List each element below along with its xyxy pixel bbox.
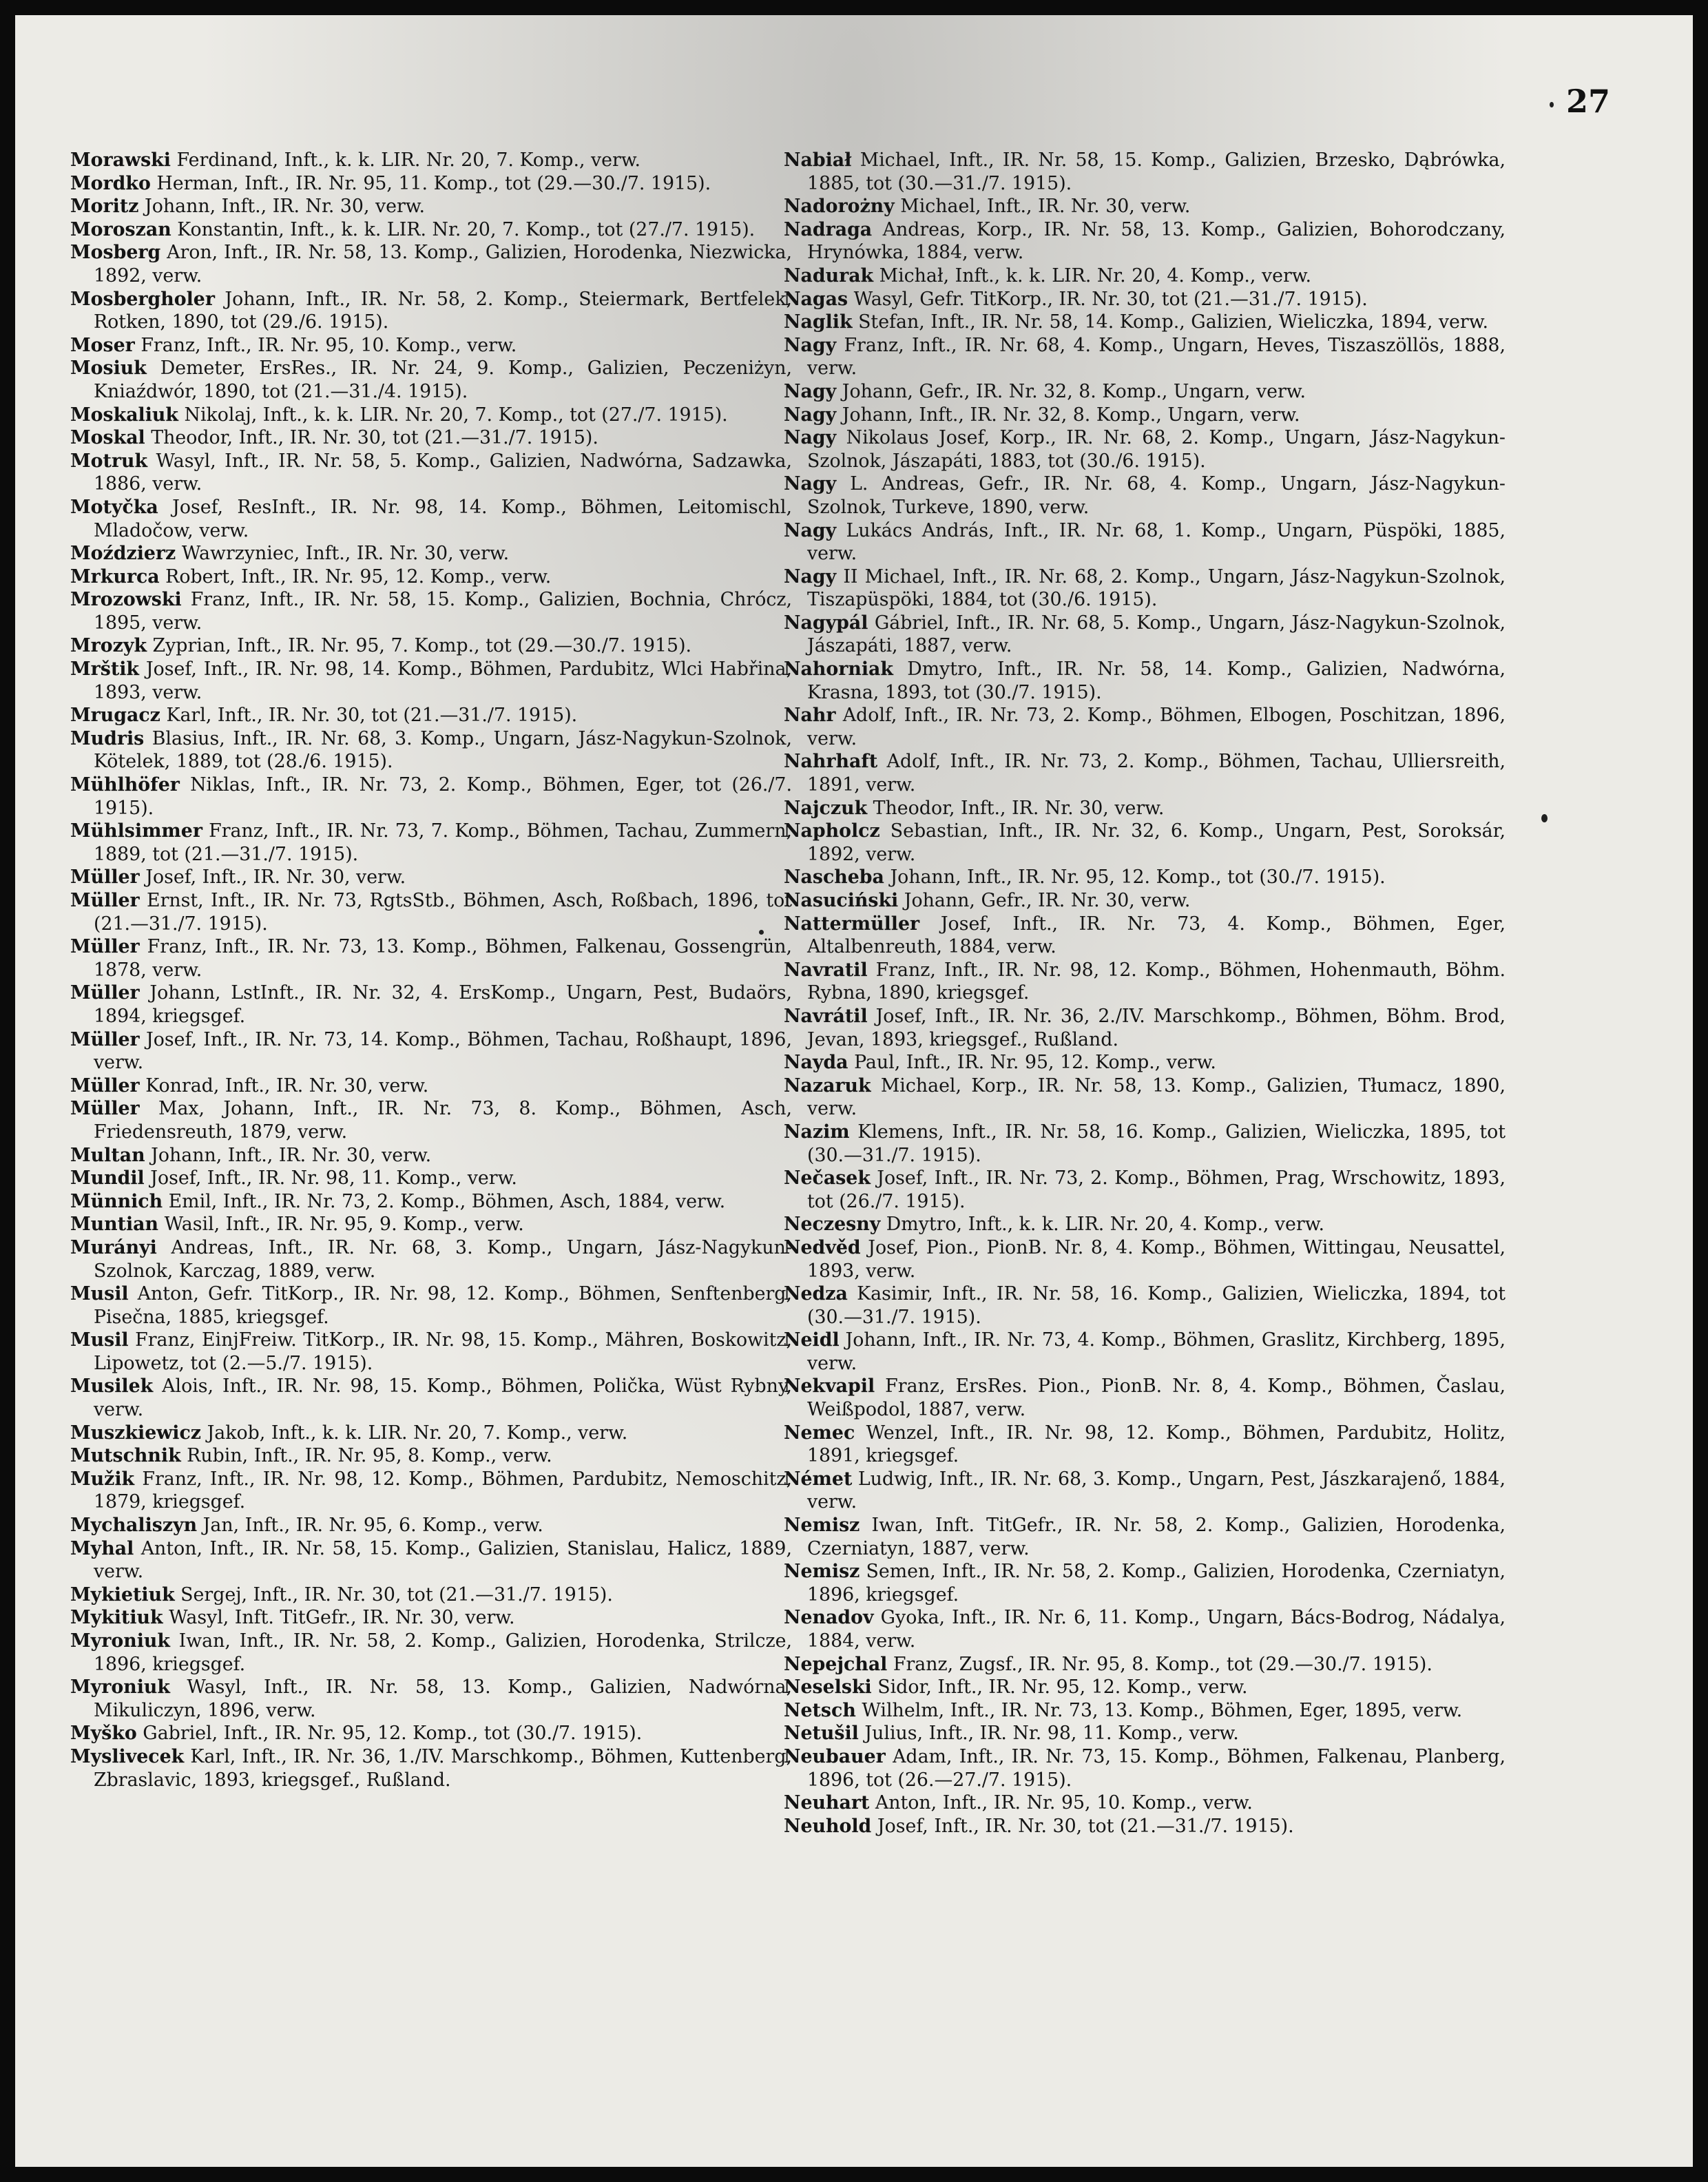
entry-surname: Müller <box>70 866 140 889</box>
entry-surname: Nahr <box>784 705 836 727</box>
list-entry <box>70 727 792 773</box>
entry-surname: Muntian <box>70 1214 159 1236</box>
list-entry <box>70 1537 792 1583</box>
list-entry <box>70 241 792 287</box>
entry-details: Franz, Inft., IR. Nr. 95, 10. Komp., verw. <box>140 334 517 356</box>
list-entry <box>70 1329 792 1375</box>
list-entry <box>70 1074 792 1098</box>
list-entry <box>70 1722 792 1745</box>
entry-details: II Michael, Inft., IR. Nr. 68, 2. Komp., Ungarn, Jász-Nagykun-Szolnok, Tiszapüspöki, 1884, tot (30./6. 1915). <box>807 565 1506 611</box>
list-entry <box>70 820 792 866</box>
entry-details: Emil, Inft., IR. Nr. 73, 2. Komp., Böhmen, Asch, 1884, verw. <box>168 1190 726 1212</box>
entry-surname: Nemec <box>784 1422 855 1444</box>
entry-surname: Moskal <box>70 427 145 449</box>
entry-surname: Moroszan <box>70 218 171 240</box>
entry-details: Stefan, Inft., IR. Nr. 58, 14. Komp., Galizien, Wieliczka, 1894, verw. <box>858 311 1488 333</box>
entry-surname: Neuhart <box>784 1792 870 1814</box>
list-entry <box>784 1167 1506 1213</box>
entry-details: Johann, Inft., IR. Nr. 95, 12. Komp., tot (30./7. 1915). <box>890 866 1386 889</box>
entry-details: Johann, Inft., IR. Nr. 73, 4. Komp., Böhmen, Graslitz, Kirchberg, 1895, verw. <box>807 1329 1506 1374</box>
entry-surname: Nadraga <box>784 218 873 240</box>
entry-surname: Nagy <box>784 565 837 588</box>
entry-surname: Navrátil <box>784 1005 868 1027</box>
list-entry <box>70 1676 792 1722</box>
entry-surname: Müller <box>70 1074 140 1097</box>
entry-details: Josef, Inft., IR. Nr. 73, 4. Komp., Böhmen, Eger, Altalbenreuth, 1884, verw. <box>807 913 1506 958</box>
entry-surname: Mychaliszyn <box>70 1515 198 1537</box>
entry-surname: Musil <box>70 1283 129 1305</box>
list-entry <box>784 1121 1506 1167</box>
list-entry <box>784 264 1506 288</box>
entry-details: Wasil, Inft., IR. Nr. 95, 9. Komp., verw. <box>164 1214 524 1236</box>
list-entry <box>70 1190 792 1214</box>
entry-surname: Nekvapil <box>784 1375 875 1397</box>
entry-details: Michael, Korp., IR. Nr. 58, 13. Komp., Galizien, Tłumacz, 1890, verw. <box>807 1074 1506 1120</box>
entry-surname: Multan <box>70 1144 145 1166</box>
list-entry <box>784 1815 1506 1838</box>
entry-details: Johann, Inft., IR. Nr. 58, 2. Komp., Steiermark, Bertfelek, Rotken, 1890, tot (29./6. 1915). <box>94 288 792 333</box>
list-entry <box>70 866 792 889</box>
list-entry <box>70 334 792 357</box>
page-number: 27 <box>1565 83 1610 120</box>
entry-surname: Nečasek <box>784 1167 871 1189</box>
list-entry <box>70 1606 792 1630</box>
list-entry <box>784 519 1506 565</box>
list-entry <box>784 889 1506 913</box>
entry-details: Josef, Inft., IR. Nr. 73, 14. Komp., Böhmen, Tachau, Roßhaupt, 1896, verw. <box>94 1028 792 1074</box>
list-entry <box>70 1236 792 1282</box>
list-entry <box>784 380 1506 404</box>
entry-details: Franz, Inft., IR. Nr. 98, 12. Komp., Böhmen, Pardubitz, Nemoschitz, 1879, kriegsgef. <box>94 1468 792 1513</box>
entry-details: Rubin, Inft., IR. Nr. 95, 8. Komp., verw. <box>187 1445 552 1467</box>
entry-details: Michał, Inft., k. k. LIR. Nr. 20, 4. Komp., verw. <box>879 264 1312 287</box>
entry-surname: Mosiuk <box>70 357 147 380</box>
entry-surname: Murányi <box>70 1236 157 1258</box>
entry-details: Gábriel, Inft., IR. Nr. 68, 5. Komp., Ungarn, Jász-Nagykun-Szolnok, Jászapáti, 1887, verw. <box>807 612 1506 657</box>
entry-surname: Mrštik <box>70 658 139 680</box>
list-entry <box>784 1329 1506 1375</box>
entry-surname: Müller <box>70 936 140 958</box>
entry-details: Josef, Inft., IR. Nr. 98, 14. Komp., Böhmen, Pardubitz, Wlci Habřina, 1893, verw. <box>94 658 792 703</box>
entry-details: Anton, Inft., IR. Nr. 95, 10. Komp., verw. <box>875 1792 1253 1814</box>
entry-details: Jakob, Inft., k. k. LIR. Nr. 20, 7. Komp., verw. <box>207 1422 628 1444</box>
entry-details: Dmytro, Inft., k. k. LIR. Nr. 20, 4. Komp., verw. <box>886 1214 1324 1236</box>
list-entry <box>70 1514 792 1537</box>
entry-surname: Nahorniak <box>784 658 893 680</box>
entry-details: Aron, Inft., IR. Nr. 58, 13. Komp., Galizien, Horodenka, Niezwicka, 1892, verw. <box>94 242 792 287</box>
entry-surname: Nedza <box>784 1283 848 1305</box>
list-entry <box>70 357 792 403</box>
entry-surname: Nemisz <box>784 1515 860 1537</box>
entry-surname: Nasuciński <box>784 890 899 911</box>
entry-details: Herman, Inft., IR. Nr. 95, 11. Komp., tot (29.—30./7. 1915). <box>156 172 711 194</box>
entry-details: Johann, Gefr., IR. Nr. 32, 8. Komp., Ungarn, verw. <box>842 380 1306 402</box>
list-entry <box>784 1606 1506 1652</box>
list-entry <box>70 889 792 935</box>
entry-details: Franz, Zugsf., IR. Nr. 95, 8. Komp., tot (29.—30./7. 1915). <box>893 1653 1433 1675</box>
entry-surname: Nabiał <box>784 149 852 171</box>
entry-surname: Mykitiuk <box>70 1607 163 1629</box>
entry-details: Nikolaus Josef, Korp., IR. Nr. 68, 2. Komp., Ungarn, Jász-Nagykun-Szolnok, Jászapáti, 1883, tot (30./6. 1915). <box>807 427 1506 472</box>
entry-details: Dmytro, Inft., IR. Nr. 58, 14. Komp., Galizien, Nadwórna, Krasna, 1893, tot (30./7. 1915). <box>807 658 1506 703</box>
entry-details: Franz, Inft., IR. Nr. 73, 7. Komp., Böhmen, Tachau, Zummern, 1889, tot (21.—31./7. 1915). <box>94 820 792 865</box>
entry-surname: Neczesny <box>784 1214 881 1236</box>
list-entry <box>70 426 792 450</box>
list-entry <box>784 1560 1506 1606</box>
entry-details: Anton, Gefr. TitKorp., IR. Nr. 98, 12. Komp., Böhmen, Senftenberg, Pisečna, 1885, kriegsgef. <box>94 1283 792 1328</box>
entry-surname: Müller <box>70 1028 140 1050</box>
list-entry <box>70 1028 792 1074</box>
list-entry <box>784 1514 1506 1560</box>
entry-surname: Münnich <box>70 1190 163 1212</box>
list-entry <box>70 172 792 196</box>
list-entry <box>784 820 1506 866</box>
entry-surname: Myslivecek <box>70 1745 185 1767</box>
right-column <box>784 149 1506 1838</box>
list-entry <box>784 1676 1506 1699</box>
entry-details: Demeter, ErsRes., IR. Nr. 24, 9. Komp., Galizien, Peczeniżyn, Kniaźdwór, 1890, tot (21.—31./4. 1915). <box>94 357 792 402</box>
entry-surname: Mordko <box>70 172 151 194</box>
entry-surname: Nepejchal <box>784 1653 888 1675</box>
list-entry <box>784 1213 1506 1236</box>
list-entry <box>784 1051 1506 1074</box>
list-entry <box>784 866 1506 889</box>
entry-surname: Neubauer <box>784 1745 886 1767</box>
list-entry <box>70 658 792 704</box>
list-entry <box>784 1074 1506 1121</box>
entry-details: Adolf, Inft., IR. Nr. 73, 2. Komp., Böhmen, Tachau, Ulliersreith, 1891, verw. <box>807 751 1506 796</box>
entry-surname: Mühlhöfer <box>70 774 180 796</box>
entry-details: Karl, Inft., IR. Nr. 36, 1./IV. Marschkomp., Böhmen, Kuttenberg, Zbraslavic, 1893, kriegsgef., Rußland. <box>94 1745 792 1791</box>
entry-details: Nikolaj, Inft., k. k. LIR. Nr. 20, 7. Komp., tot (27./7. 1915). <box>184 404 728 426</box>
entry-details: Alois, Inft., IR. Nr. 98, 15. Komp., Böhmen, Polička, Wüst Rybny, verw. <box>94 1375 792 1421</box>
entry-surname: Mrozyk <box>70 635 147 657</box>
entry-surname: Musil <box>70 1329 129 1351</box>
entry-details: Kasimir, Inft., IR. Nr. 58, 16. Komp., Galizien, Wieliczka, 1894, tot (30.—31./7. 1915). <box>807 1283 1506 1328</box>
entry-details: Franz, Inft., IR. Nr. 68, 4. Komp., Ungarn, Heves, Tiszaszöllös, 1888, verw. <box>807 334 1506 380</box>
entry-surname: Nagy <box>784 473 837 495</box>
entry-surname: Netušil <box>784 1723 859 1745</box>
entry-surname: Mrozowski <box>70 589 182 611</box>
entry-details: Wasyl, Gefr. TitKorp., IR. Nr. 30, tot (21.—31./7. 1915). <box>853 288 1368 310</box>
list-entry <box>784 658 1506 704</box>
entry-surname: Nenadov <box>784 1607 874 1629</box>
list-entry <box>70 496 792 542</box>
list-entry <box>70 634 792 658</box>
entry-surname: Nagy <box>784 334 837 356</box>
ink-speck <box>759 930 764 935</box>
entry-surname: Német <box>784 1468 853 1490</box>
entry-details: L. Andreas, Gefr., IR. Nr. 68, 4. Komp., Ungarn, Jász-Nagykun-Szolnok, Turkeve, 1890, verw. <box>807 473 1506 518</box>
entry-details: Wasyl, Inft., IR. Nr. 58, 5. Komp., Galizien, Nadwórna, Sadzawka, 1886, verw. <box>94 450 792 495</box>
entry-surname: Moździerz <box>70 543 176 565</box>
list-entry <box>784 1745 1506 1791</box>
entry-surname: Moritz <box>70 196 139 218</box>
entry-details: Andreas, Inft., IR. Nr. 68, 3. Komp., Ungarn, Jász-Nagykun-Szolnok, Karczag, 1889, verw. <box>94 1236 792 1282</box>
entry-details: Wenzel, Inft., IR. Nr. 98, 12. Komp., Böhmen, Pardubitz, Holitz, 1891, kriegsgef. <box>807 1422 1506 1467</box>
list-entry <box>70 935 792 981</box>
list-entry <box>784 1653 1506 1676</box>
list-entry <box>784 218 1506 264</box>
ink-speck <box>1541 814 1548 822</box>
list-entry <box>70 1213 792 1236</box>
list-entry <box>784 311 1506 334</box>
entry-surname: Mosbergholer <box>70 288 215 310</box>
list-entry <box>70 288 792 334</box>
list-entry <box>70 1144 792 1167</box>
list-entry <box>784 913 1506 959</box>
list-entry <box>784 1236 1506 1282</box>
entry-surname: Muszkiewicz <box>70 1422 202 1444</box>
entry-details: Johann, LstInft., IR. Nr. 32, 4. ErsKomp., Ungarn, Pest, Budaörs, 1894, kriegsgef. <box>94 982 792 1027</box>
entry-surname: Nagy <box>784 380 837 402</box>
entry-surname: Nagy <box>784 404 837 426</box>
entry-surname: Müller <box>70 890 140 911</box>
entry-surname: Myroniuk <box>70 1676 170 1698</box>
list-entry <box>70 1444 792 1468</box>
entry-surname: Mrkurca <box>70 565 160 588</box>
entry-surname: Moskaliuk <box>70 404 178 426</box>
entry-details: Franz, ErsRes. Pion., PionB. Nr. 8, 4. Komp., Böhmen, Časlau, Weißpodol, 1887, verw. <box>807 1375 1506 1421</box>
entry-surname: Myško <box>70 1723 137 1745</box>
list-entry <box>70 1630 792 1676</box>
entry-surname: Müller <box>70 982 140 1004</box>
list-entry <box>784 472 1506 519</box>
list-entry <box>784 1282 1506 1329</box>
entry-details: Adam, Inft., IR. Nr. 73, 15. Komp., Böhmen, Falkenau, Planberg, 1896, tot (26.—27./7. 1915). <box>807 1745 1506 1791</box>
entry-details: Andreas, Korp., IR. Nr. 58, 13. Komp., Galizien, Bohorodczany, Hrynówka, 1884, verw. <box>807 218 1506 264</box>
entry-surname: Nahrhaft <box>784 751 878 773</box>
entry-surname: Nattermüller <box>784 913 920 935</box>
entry-details: Johann, Gefr., IR. Nr. 30, verw. <box>904 890 1191 911</box>
list-entry <box>784 1722 1506 1745</box>
list-entry <box>70 588 792 634</box>
entry-surname: Nascheba <box>784 866 884 889</box>
entry-details: Lukács András, Inft., IR. Nr. 68, 1. Komp., Ungarn, Püspöki, 1885, verw. <box>807 519 1506 565</box>
list-entry <box>70 218 792 242</box>
entry-surname: Napholcz <box>784 820 880 842</box>
entry-details: Franz, EinjFreiw. TitKorp., IR. Nr. 98, 15. Komp., Mähren, Boskowitz, Lipowetz, tot (2.—5./7. 1915). <box>94 1329 793 1374</box>
entry-details: Klemens, Inft., IR. Nr. 58, 16. Komp., Galizien, Wieliczka, 1895, tot (30.—31./7. 1915). <box>807 1121 1506 1166</box>
entry-details: Niklas, Inft., IR. Nr. 73, 2. Komp., Böhmen, Eger, tot (26./7. 1915). <box>94 774 792 819</box>
list-entry <box>784 1791 1506 1815</box>
entry-surname: Nayda <box>784 1052 848 1074</box>
entry-details: Gabriel, Inft., IR. Nr. 95, 12. Komp., tot (30./7. 1915). <box>143 1723 643 1745</box>
list-entry <box>70 981 792 1028</box>
entry-details: Franz, Inft., IR. Nr. 73, 13. Komp., Böhmen, Falkenau, Gossengrün, 1878, verw. <box>94 936 792 981</box>
ink-speck <box>1550 102 1554 107</box>
list-entry <box>784 334 1506 380</box>
entry-surname: Mrugacz <box>70 705 160 727</box>
entry-surname: Musilek <box>70 1375 154 1397</box>
list-entry <box>784 426 1506 472</box>
entry-surname: Mudris <box>70 727 145 749</box>
list-entry <box>784 750 1506 796</box>
entry-details: Iwan, Inft. TitGefr., IR. Nr. 58, 2. Komp., Galizien, Horodenka, Czerniatyn, 1887, verw. <box>807 1515 1506 1559</box>
list-entry <box>784 704 1506 750</box>
entry-surname: Myroniuk <box>70 1630 170 1652</box>
entry-details: Semen, Inft., IR. Nr. 58, 2. Komp., Galizien, Horodenka, Czerniatyn, 1896, kriegsgef. <box>807 1561 1506 1606</box>
entry-details: Sidor, Inft., IR. Nr. 95, 12. Komp., verw. <box>877 1676 1248 1698</box>
list-entry <box>70 1422 792 1445</box>
entry-details: Johann, Inft., IR. Nr. 30, verw. <box>144 196 426 218</box>
list-entry <box>784 1375 1506 1421</box>
entry-details: Michael, Inft., IR. Nr. 58, 15. Komp., Galizien, Brzesko, Dąbrówka, 1885, tot (30.—31./7. 1915). <box>807 149 1506 194</box>
entry-details: Josef, Pion., PionB. Nr. 8, 4. Komp., Böhmen, Wittingau, Neusattel, 1893, verw. <box>807 1236 1506 1282</box>
list-entry <box>784 288 1506 311</box>
list-entry <box>784 195 1506 218</box>
list-entry <box>70 704 792 727</box>
list-entry <box>70 1468 792 1514</box>
entry-surname: Nemisz <box>784 1561 860 1583</box>
entry-surname: Motyčka <box>70 496 158 518</box>
entry-details: Josef, ResInft., IR. Nr. 98, 14. Komp., Böhmen, Leitomischl, Mladočow, verw. <box>94 496 792 541</box>
list-entry <box>70 1745 792 1791</box>
list-entry <box>784 959 1506 1005</box>
entry-details: Wawrzyniec, Inft., IR. Nr. 30, verw. <box>181 543 510 565</box>
entry-surname: Nedvěd <box>784 1236 861 1258</box>
entry-surname: Mutschnik <box>70 1445 181 1467</box>
list-entry <box>70 542 792 565</box>
entry-details: Wilhelm, Inft., IR. Nr. 73, 13. Komp., Böhmen, Eger, 1895, verw. <box>862 1699 1463 1721</box>
list-entry <box>784 149 1506 195</box>
entry-details: Johann, Inft., IR. Nr. 32, 8. Komp., Ungarn, verw. <box>842 404 1300 426</box>
entry-details: Josef, Inft., IR. Nr. 30, tot (21.—31./7. 1915). <box>877 1815 1294 1837</box>
list-entry <box>70 450 792 496</box>
entry-surname: Najczuk <box>784 797 868 819</box>
entry-details: Franz, Inft., IR. Nr. 98, 12. Komp., Böhmen, Hohenmauth, Böhm. Rybna, 1890, kriegsgef. <box>807 959 1506 1004</box>
list-entry <box>70 1167 792 1190</box>
list-entry <box>70 1097 792 1143</box>
list-entry <box>784 404 1506 427</box>
entry-details: Adolf, Inft., IR. Nr. 73, 2. Komp., Böhmen, Elbogen, Poschitzan, 1896, verw. <box>807 705 1506 749</box>
entry-surname: Neidl <box>784 1329 840 1351</box>
entry-details: Josef, Inft., IR. Nr. 73, 2. Komp., Böhmen, Prag, Wrschowitz, 1893, tot (26./7. 1915). <box>807 1167 1506 1212</box>
entry-details: Ludwig, Inft., IR. Nr. 68, 3. Komp., Ungarn, Pest, Jászkarajenő, 1884, verw. <box>807 1468 1506 1513</box>
entry-details: Julius, Inft., IR. Nr. 98, 11. Komp., verw. <box>864 1723 1239 1745</box>
entry-surname: Mužik <box>70 1468 135 1490</box>
list-entry <box>70 1375 792 1421</box>
entry-details: Max, Johann, Inft., IR. Nr. 73, 8. Komp., Böhmen, Asch, Friedensreuth, 1879, verw. <box>94 1098 792 1143</box>
entry-details: Iwan, Inft., IR. Nr. 58, 2. Komp., Galizien, Horodenka, Strilcze, 1896, kriegsgef. <box>94 1630 792 1675</box>
entry-details: Theodor, Inft., IR. Nr. 30, verw. <box>873 797 1165 819</box>
list-entry <box>70 1282 792 1329</box>
entry-surname: Nadurak <box>784 264 874 287</box>
entry-details: Jan, Inft., IR. Nr. 95, 6. Komp., verw. <box>202 1515 543 1537</box>
document-page <box>15 15 1693 2167</box>
entry-surname: Mühlsimmer <box>70 820 202 842</box>
entry-surname: Nazim <box>784 1121 850 1143</box>
entry-details: Paul, Inft., IR. Nr. 95, 12. Komp., verw. <box>854 1052 1216 1074</box>
entry-surname: Nagy <box>784 519 837 541</box>
entry-surname: Moser <box>70 334 135 356</box>
left-column <box>70 149 792 1791</box>
entry-surname: Müller <box>70 1098 140 1120</box>
entry-details: Franz, Inft., IR. Nr. 58, 15. Komp., Galizien, Bochnia, Chrócz, 1895, verw. <box>94 589 792 634</box>
list-entry <box>784 797 1506 820</box>
entry-surname: Mundil <box>70 1167 145 1189</box>
entry-details: Wasyl, Inft., IR. Nr. 58, 13. Komp., Galizien, Nadwórna, Mikuliczyn, 1896, verw. <box>94 1676 792 1721</box>
entry-details: Josef, Inft., IR. Nr. 98, 11. Komp., verw. <box>150 1167 517 1189</box>
entry-surname: Mosberg <box>70 242 161 264</box>
entry-details: Sebastian, Inft., IR. Nr. 32, 6. Komp., Ungarn, Pest, Soroksár, 1892, verw. <box>807 820 1506 865</box>
list-entry <box>784 1699 1506 1723</box>
entry-surname: Nadorożny <box>784 196 895 218</box>
entry-surname: Neselski <box>784 1676 872 1698</box>
entry-details: Josef, Inft., IR. Nr. 36, 2./IV. Marschkomp., Böhmen, Böhm. Brod, Jevan, 1893, kriegsgef., Rußland. <box>807 1005 1506 1050</box>
list-entry <box>784 565 1506 612</box>
entry-surname: Myhal <box>70 1537 134 1559</box>
entry-surname: Netsch <box>784 1699 856 1721</box>
entry-details: Michael, Inft., IR. Nr. 30, verw. <box>900 196 1191 218</box>
list-entry <box>70 404 792 427</box>
list-entry <box>70 1583 792 1607</box>
entry-surname: Navratil <box>784 959 868 981</box>
entry-details: Wasyl, Inft. TitGefr., IR. Nr. 30, verw. <box>169 1607 515 1629</box>
list-entry <box>784 1468 1506 1514</box>
entry-details: Karl, Inft., IR. Nr. 30, tot (21.—31./7. 1915). <box>166 705 578 727</box>
entry-details: Ernst, Inft., IR. Nr. 73, RgtsStb., Böhmen, Asch, Roßbach, 1896, tot (21.—31./7. 1915). <box>94 890 792 935</box>
list-entry <box>70 195 792 218</box>
entry-surname: Morawski <box>70 149 171 171</box>
entry-surname: Nagas <box>784 288 848 310</box>
entry-details: Konstantin, Inft., k. k. LIR. Nr. 20, 7. Komp., tot (27./7. 1915). <box>177 218 756 240</box>
entry-details: Blasius, Inft., IR. Nr. 68, 3. Komp., Ungarn, Jász-Nagykun-Szolnok, Kötelek, 1889, tot (28./6. 1915). <box>94 727 792 773</box>
list-entry <box>784 1005 1506 1051</box>
entry-details: Zyprian, Inft., IR. Nr. 95, 7. Komp., tot (29.—30./7. 1915). <box>152 635 692 657</box>
list-entry <box>784 1422 1506 1468</box>
entry-details: Gyoka, Inft., IR. Nr. 6, 11. Komp., Ungarn, Bács-Bodrog, Nádalya, 1884, verw. <box>807 1607 1506 1652</box>
entry-details: Konrad, Inft., IR. Nr. 30, verw. <box>145 1074 429 1097</box>
list-entry <box>70 565 792 589</box>
list-entry <box>784 612 1506 658</box>
entry-surname: Naglik <box>784 311 853 333</box>
entry-details: Anton, Inft., IR. Nr. 58, 15. Komp., Galizien, Stanislau, Halicz, 1889, verw. <box>94 1537 792 1583</box>
entry-details: Theodor, Inft., IR. Nr. 30, tot (21.—31./7. 1915). <box>151 427 598 449</box>
list-entry <box>70 149 792 172</box>
entry-surname: Motruk <box>70 450 148 472</box>
entry-surname: Mykietiuk <box>70 1583 175 1606</box>
entry-details: Sergej, Inft., IR. Nr. 30, tot (21.—31./7. 1915). <box>180 1583 613 1606</box>
entry-surname: Neuhold <box>784 1815 872 1837</box>
entry-details: Ferdinand, Inft., k. k. LIR. Nr. 20, 7. Komp., verw. <box>176 149 641 171</box>
entry-details: Johann, Inft., IR. Nr. 30, verw. <box>151 1144 432 1166</box>
entry-surname: Nazaruk <box>784 1074 871 1097</box>
entry-details: Josef, Inft., IR. Nr. 30, verw. <box>145 866 406 889</box>
entry-details: Robert, Inft., IR. Nr. 95, 12. Komp., verw. <box>165 565 552 588</box>
list-entry <box>70 773 792 820</box>
entry-surname: Nagy <box>784 427 837 449</box>
entry-surname: Nagypál <box>784 612 868 634</box>
